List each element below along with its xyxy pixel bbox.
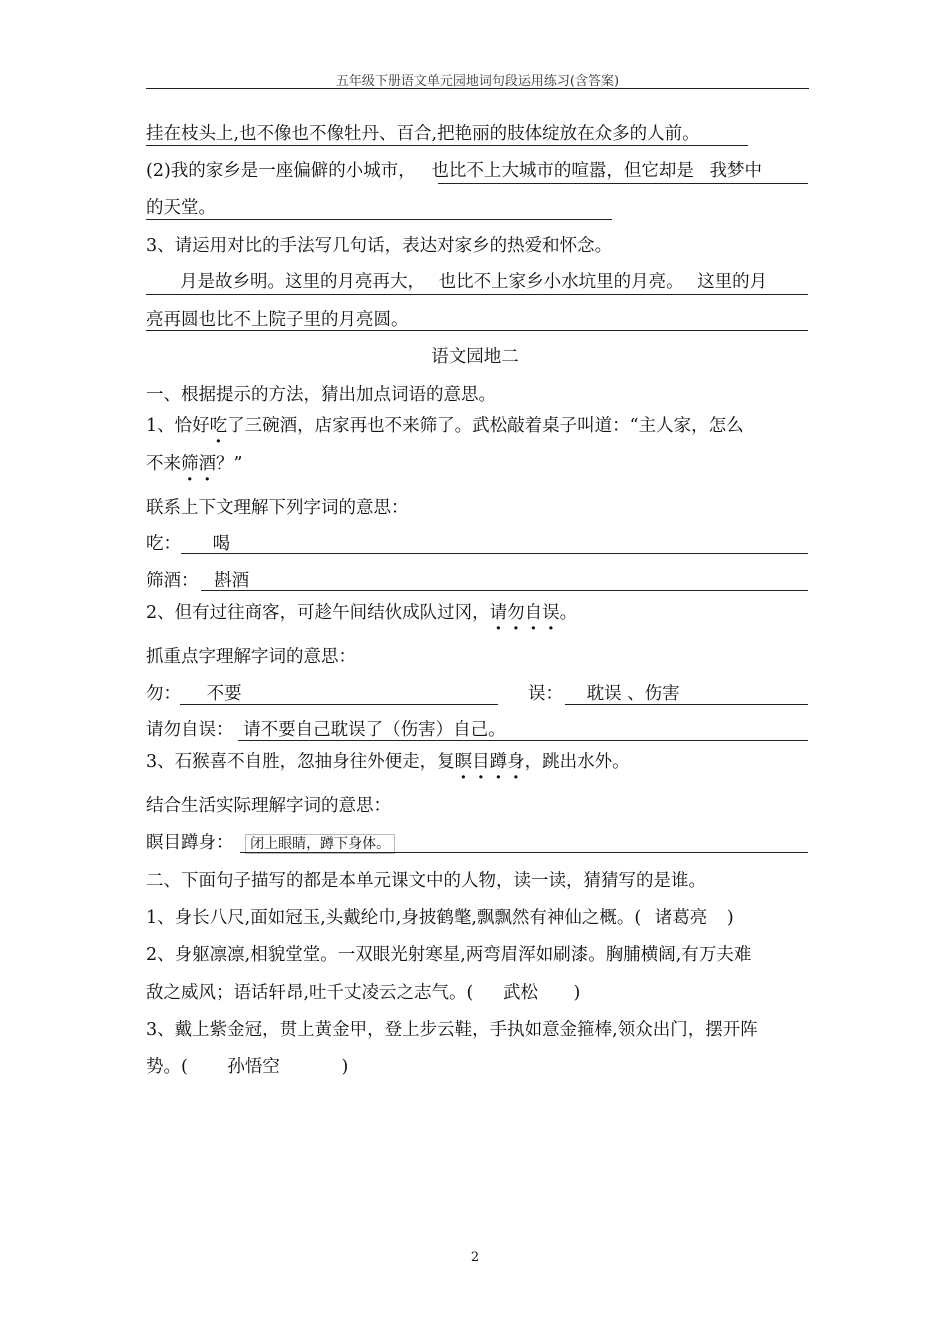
dotted-char: 瞑 (454, 752, 473, 772)
dotted-word (490, 603, 560, 623)
dotted-word (455, 752, 525, 772)
text-line (146, 981, 580, 1005)
text-line: 挂在枝头上,也不像也不像牡丹、百合,把艳丽的肢体绽放在众多的人前。 (146, 124, 700, 144)
term-label: 误： (528, 684, 563, 704)
text-line (146, 414, 744, 438)
answer-line (528, 682, 680, 706)
text-line (146, 601, 577, 625)
dotted-word (210, 416, 228, 436)
answer-line (180, 270, 767, 294)
answer-text: 闭上眼睛，蹲下身体。 (245, 834, 395, 854)
answer-underline (238, 740, 808, 741)
answer-underline (181, 553, 808, 554)
answer-underline (438, 183, 808, 184)
text-segment: ？” (216, 454, 243, 474)
term-label: 筛酒： (146, 571, 199, 591)
text-line: 的天堂。 (146, 198, 216, 218)
answer-underline (201, 590, 808, 591)
text-segment: ) (341, 1057, 349, 1077)
text-line (146, 906, 734, 930)
answer-text: 武松 (502, 983, 538, 1003)
text-segment: 敌之威风；语话轩昂,吐千丈凌云之志气。( (146, 983, 474, 1003)
dotted-char: 酒 (198, 454, 216, 474)
answer-underline (565, 704, 808, 705)
text-segment: 我梦中 (709, 161, 762, 181)
answer-text: 月是故乡明。这里的月亮再大， (180, 272, 425, 292)
text-segment: 1、身长八尺,面如冠玉,头戴纶巾,身披鹤氅,飘飘然有神仙之概。( (146, 908, 642, 928)
dotted-char: 吃 (209, 416, 228, 436)
answer-line: 亮再圆也比不上院子里的月亮圆。 (146, 310, 409, 330)
question: 二、下面句子描写的都是本单元课文中的人物，读一读，猜猜写的是谁。 (146, 871, 706, 891)
answer-text: 耽误 、伤害 (586, 684, 680, 704)
dotted-char: 蹲 (489, 752, 508, 772)
dotted-char: 目 (472, 752, 490, 772)
answer-text: 这里的月 (697, 272, 768, 292)
answer-text: 不要 (206, 684, 242, 704)
answer-text: 斟酒 (214, 571, 250, 591)
dotted-char: 误 (542, 603, 560, 623)
text-segment: ) (573, 983, 581, 1003)
dotted-char: 勿 (507, 603, 525, 623)
dotted-word (181, 454, 216, 474)
text-line (146, 159, 762, 183)
text-segment: 2、但有过往商客，可趁午间结伙成队过冈， (146, 603, 490, 623)
term-label: 瞑目蹲身： (146, 833, 234, 853)
answer-underline (180, 704, 498, 705)
page-number: 2 (470, 1250, 480, 1265)
section-title: 语文园地二 (431, 347, 519, 367)
term-label: 勿： (146, 684, 181, 704)
answer-underline (146, 330, 808, 331)
dotted-char: 自 (524, 603, 543, 623)
answer-underline (146, 219, 612, 220)
answer-underline (240, 852, 808, 853)
text-line (146, 1055, 348, 1079)
text-segment: 势。( (146, 1057, 188, 1077)
answer-text: 孙悟空 (227, 1057, 280, 1077)
answer-line (146, 718, 506, 742)
text-line: 3、戴上紫金冠，贯上黄金甲，登上步云鞋，手执如意金箍棒,领众出门，摆开阵 (146, 1020, 758, 1040)
dotted-char: 筛 (181, 454, 199, 474)
text-segment: 不来 (146, 454, 181, 474)
text-segment: ，跳出水外。 (524, 752, 630, 772)
text-segment: 也比不上大城市的喧嚣，但它却是 (431, 161, 694, 181)
question: 一、根据提示的方法，猜出加点词语的意思。 (146, 385, 496, 405)
term-label: 请勿自误： (146, 720, 234, 740)
answer-text: 喝 (212, 534, 231, 554)
question: 3、请运用对比的手法写几句话，表达对家乡的热爱和怀念。 (146, 236, 613, 256)
dotted-char: 身 (507, 752, 525, 772)
page-header: 五年级下册语文单元园地词句段运用练习(含答案) (335, 74, 620, 89)
text-line (146, 750, 630, 774)
text-segment: 。 (559, 603, 578, 623)
answer-text: 也比不上家乡小水坑里的月亮。 (438, 272, 684, 292)
method-label: 抓重点字理解字词的意思： (146, 647, 356, 667)
text-segment: 1、恰好 (146, 416, 210, 436)
text-segment: (2)我的家乡是一座偏僻的小城市， (146, 161, 416, 181)
answer-text: 请不要自己耽误了（伤害）自己。 (243, 720, 506, 740)
text-line: 2、身躯凛凛,相貌堂堂。一双眼光射寒星,两弯眉浑如刷漆。胸脯横阔,有万夫难 (146, 945, 752, 965)
text-segment: 3、石猴喜不自胜，忽抽身往外便走，复 (146, 752, 455, 772)
answer-underline (146, 145, 748, 146)
method-label: 结合生活实际理解字词的意思： (146, 796, 391, 816)
term-label: 吃： (146, 534, 181, 554)
text-segment: 了三碗酒，店家再也不来筛了。武松敲着桌子叫道：“主人家，怎么 (227, 416, 744, 436)
dotted-char: 请 (489, 603, 508, 623)
answer-underline (146, 294, 808, 295)
header-rule (146, 88, 809, 89)
answer-line (146, 682, 242, 706)
text-segment: ) (726, 908, 734, 928)
answer-text: 诸葛亮 (654, 908, 708, 928)
method-label: 联系上下文理解下列字词的意思： (146, 498, 409, 518)
text-line (146, 452, 242, 476)
